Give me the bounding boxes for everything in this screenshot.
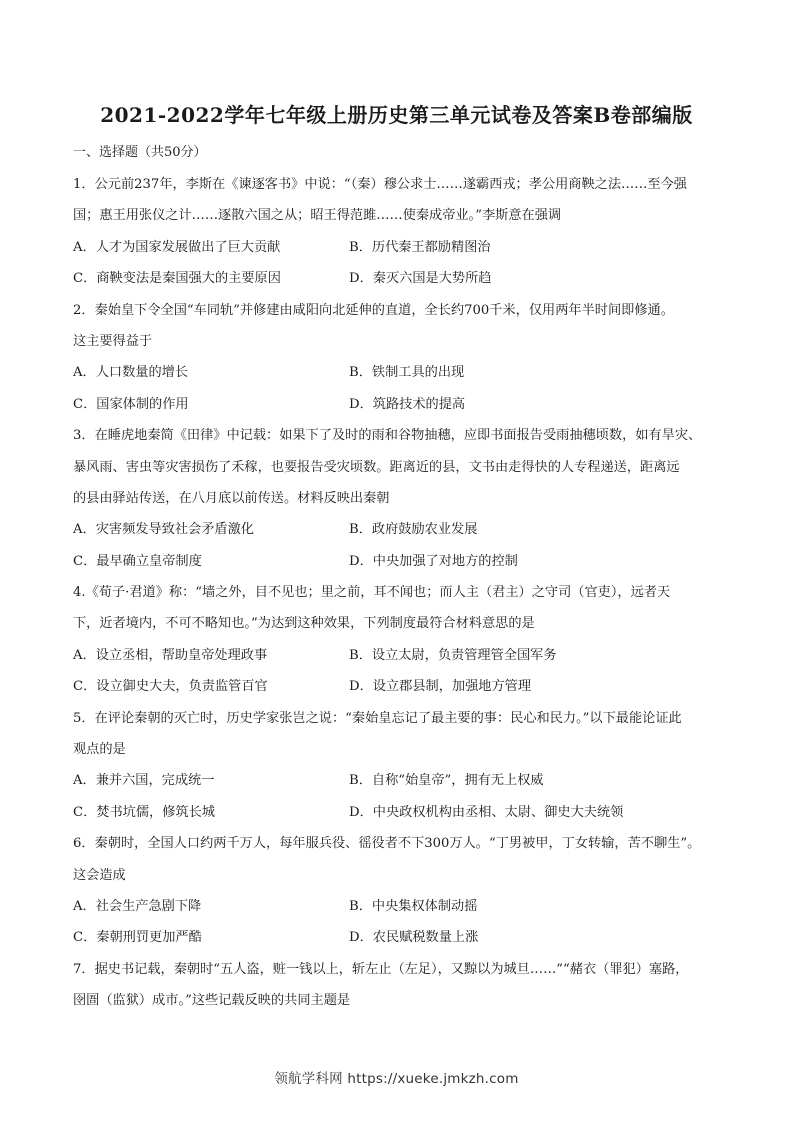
answer-option: B．自称“始皇帝”，拥有无上权威 bbox=[349, 773, 544, 789]
options-row bbox=[73, 357, 723, 388]
question-stem-line: 观点的是 bbox=[73, 742, 126, 758]
question-stem-line: 6．秦朝时，全国人口约两千万人，每年服兵役、徭役者不下300万人。“丁男被甲，丁女转输，苦不聊生”。 bbox=[73, 836, 701, 852]
answer-option: A．社会生产急剧下降 bbox=[73, 898, 202, 914]
question-stem-line: 暴风雨、害虫等灾害损伤了禾稼，也要报告受灾顷数。距离近的县，文书由走得快的人专程递送，距离远 bbox=[73, 459, 680, 475]
answer-option: D．农民赋税数量上涨 bbox=[349, 930, 479, 946]
question-stem-line: 4.《荀子·君道》称：“墙之外，目不见也；里之前，耳不闻也；而人主（君主）之守司（官吏），远者天 bbox=[73, 585, 671, 601]
answer-option: D．秦灭六国是大势所趋 bbox=[349, 271, 492, 287]
answer-option: C．设立御史大夫，负责监管百官 bbox=[73, 679, 268, 695]
answer-option: C．国家体制的作用 bbox=[73, 396, 189, 412]
answer-option: C．秦朝刑罚更加严酷 bbox=[73, 930, 202, 946]
answer-option: C．焚书坑儒，修筑长城 bbox=[73, 804, 215, 820]
options-row bbox=[73, 797, 723, 828]
question-list bbox=[73, 169, 723, 1017]
answer-option: A．灾害频发导致社会矛盾激化 bbox=[73, 522, 254, 538]
answer-option: A．设立丞相，帮助皇帝处理政事 bbox=[73, 647, 268, 663]
options-row bbox=[73, 671, 723, 702]
answer-option: B．历代秦王都励精图治 bbox=[349, 239, 491, 255]
question-stem-line: 国；惠王用张仪之计……逐散六国之从；昭王得范雎……使秦成帝业。”李斯意在强调 bbox=[73, 208, 562, 224]
answer-option: D．中央政权机构由丞相、太尉、御史大夫统领 bbox=[349, 804, 624, 820]
section-heading: 一、选择题（共50分） bbox=[73, 145, 207, 160]
options-row bbox=[73, 891, 723, 922]
answer-option: C．最早确立皇帝制度 bbox=[73, 553, 202, 569]
answer-option: A．人才为国家发展做出了巨大贡献 bbox=[73, 239, 281, 255]
question-6 bbox=[73, 828, 723, 954]
question-stem-line: 2．秦始皇下令全国“车同轨”并修建由咸阳向北延伸的直道，全长约700千米，仅用两年半时间即修通。 bbox=[73, 302, 674, 318]
options-row bbox=[73, 514, 723, 545]
question-stem-line: 这主要得益于 bbox=[73, 333, 153, 349]
footer-watermark: 领航学科网 https://xueke.jmkzh.com bbox=[274, 1071, 519, 1087]
answer-option: B．设立太尉，负责管理管全国军务 bbox=[349, 647, 557, 663]
options-row bbox=[73, 546, 723, 577]
answer-option: A．兼并六国，完成统一 bbox=[73, 773, 215, 789]
answer-option: B．政府鼓励农业发展 bbox=[349, 522, 478, 538]
question-stem-line: 的县由驿站传送，在八月底以前传送。材料反映出秦朝 bbox=[73, 490, 390, 506]
question-stem-line: 7．据史书记载，秦朝时“五人盗，赃一钱以上，斩左止（左足），又黥以为城旦……”“赭衣（罪犯）塞路， bbox=[73, 961, 689, 977]
question-stem-line: 3．在睡虎地秦简《田律》中记载：如果下了及时的雨和谷物抽穗，应即书面报告受雨抽穗顷数，如有旱灾、 bbox=[73, 428, 702, 444]
options-row bbox=[73, 765, 723, 796]
options-row bbox=[73, 640, 723, 671]
question-3 bbox=[73, 420, 723, 577]
page-title: 2021-2022学年七年级上册历史第三单元试卷及答案B卷部编版 bbox=[100, 103, 693, 127]
question-stem-line: 1．公元前237年，李斯在《谏逐客书》中说：“（秦）穆公求士……遂霸西戎；孝公用商鞅之法……至今强 bbox=[73, 177, 687, 192]
options-row bbox=[73, 389, 723, 420]
question-stem-line: 5．在评论秦朝的灭亡时，历史学家张岂之说：“秦始皇忘记了最主要的事：民心和民力。”以下最能论证此 bbox=[73, 710, 682, 726]
answer-option: B．铁制工具的出现 bbox=[349, 365, 465, 381]
question-stem-line: 囹圄（监狱）成市。”这些记载反映的共同主题是 bbox=[73, 993, 351, 1009]
answer-option: D．筑路技术的提高 bbox=[349, 396, 466, 412]
question-stem-line: 这会造成 bbox=[73, 867, 126, 883]
question-7 bbox=[73, 954, 723, 1017]
options-row bbox=[73, 263, 723, 294]
question-stem-line: 下，近者境内，不可不略知也。”为达到这种效果，下列制度最符合材料意思的是 bbox=[73, 616, 535, 632]
question-2 bbox=[73, 295, 723, 421]
question-1 bbox=[73, 169, 723, 295]
answer-option: D．设立郡县制，加强地方管理 bbox=[349, 679, 532, 695]
question-4 bbox=[73, 577, 723, 703]
question-5 bbox=[73, 703, 723, 829]
options-row bbox=[73, 232, 723, 263]
answer-option: C．商鞅变法是秦国强大的主要原因 bbox=[73, 271, 281, 287]
answer-option: D．中央加强了对地方的控制 bbox=[349, 553, 518, 569]
options-row bbox=[73, 922, 723, 953]
answer-option: A．人口数量的增长 bbox=[73, 365, 189, 381]
answer-option: B．中央集权体制动摇 bbox=[349, 898, 478, 914]
